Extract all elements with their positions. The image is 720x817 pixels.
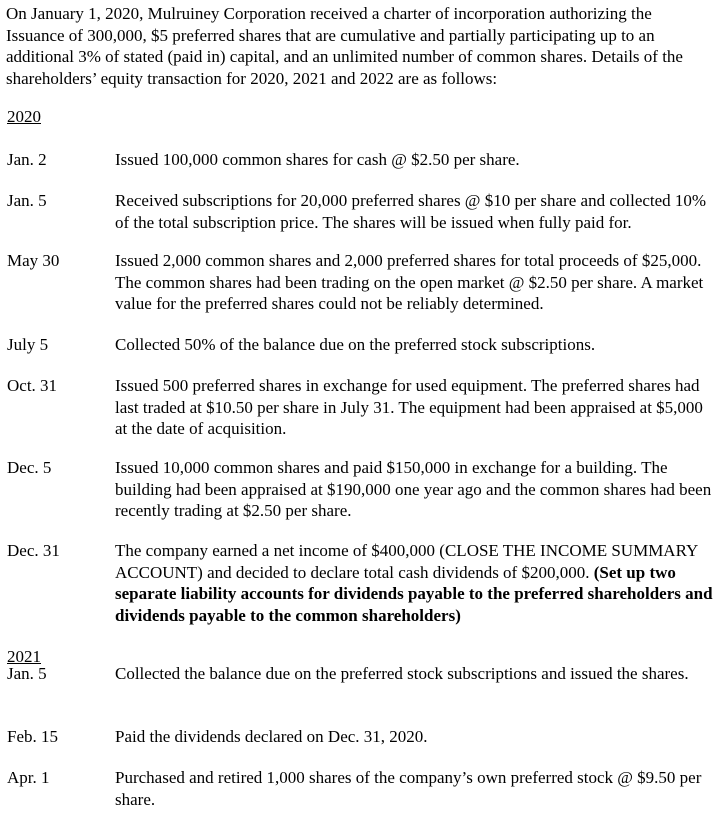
transaction-description: Paid the dividends declared on Dec. 31, 2020. bbox=[115, 727, 428, 746]
transaction-description-bold-note: (Set up two separate liability accounts for dividends payable to the preferred shareholders and dividends payable to the common shareholders) bbox=[115, 562, 713, 625]
transaction-description: Issued 2,000 common shares and 2,000 preferred shares for total proceeds of $25,000. The common shares had been trading on the open market @ $2.50 per share. A market value for the preferred shares could not be reliably determined. bbox=[115, 251, 704, 313]
transaction-date: Apr. 1 bbox=[7, 768, 50, 787]
transaction-date: Dec. 5 bbox=[7, 458, 52, 477]
transaction-description-text: The company earned a net income of $400,000 (CLOSE THE INCOME SUMMARY ACCOUNT) and decided to declare total cash dividends of $200,000. bbox=[115, 541, 698, 582]
year-heading-2020: 2020 bbox=[7, 107, 41, 126]
transaction-date: Feb. 15 bbox=[7, 727, 58, 746]
transaction-description: Issued 500 preferred shares in exchange for used equipment. The preferred shares had last traded at $10.50 per share in July 31. The equipment had been appraised at $5,000 at the date of acquisition. bbox=[115, 376, 703, 438]
transaction-date: July 5 bbox=[7, 335, 49, 354]
transaction-date: Oct. 31 bbox=[7, 376, 58, 395]
transaction-description: Received subscriptions for 20,000 preferred shares @ $10 per share and collected 10% of the total subscription price. The shares will be issued when fully paid for. bbox=[115, 191, 707, 232]
transaction-date: May 30 bbox=[7, 251, 60, 270]
transaction-description: Purchased and retired 1,000 shares of the company’s own preferred stock @ $9.50 per share. bbox=[115, 768, 702, 809]
transaction-date: Jan. 2 bbox=[7, 150, 47, 169]
transaction-date: Jan. 5 bbox=[7, 191, 47, 210]
year-heading-2021: 2021 bbox=[7, 647, 41, 666]
transaction-description bbox=[115, 540, 713, 626]
transaction-date: Dec. 31 bbox=[7, 541, 60, 560]
transaction-description: Collected 50% of the balance due on the preferred stock subscriptions. bbox=[115, 335, 596, 354]
intro-paragraph: On January 1, 2020, Mulruiney Corporation received a charter of incorporation authorizing the Issuance of 300,000, $5 preferred shares that are cumulative and partially participating up to an additional 3% of stated (paid in) capital, and an unlimited number of common shares. Details of the shareholders’ equity transaction for 2020, 2021 and 2022 are as follows: bbox=[6, 4, 683, 88]
transaction-date: Jan. 5 bbox=[7, 664, 47, 683]
transaction-description: Collected the balance due on the preferred stock subscriptions and issued the shares. bbox=[115, 664, 689, 683]
transaction-description: Issued 100,000 common shares for cash @ $2.50 per share. bbox=[115, 150, 520, 169]
transaction-description: Issued 10,000 common shares and paid $150,000 in exchange for a building. The building had been appraised at $190,000 one year ago and the common shares had been recently trading at $2.50 per share. bbox=[115, 458, 712, 520]
